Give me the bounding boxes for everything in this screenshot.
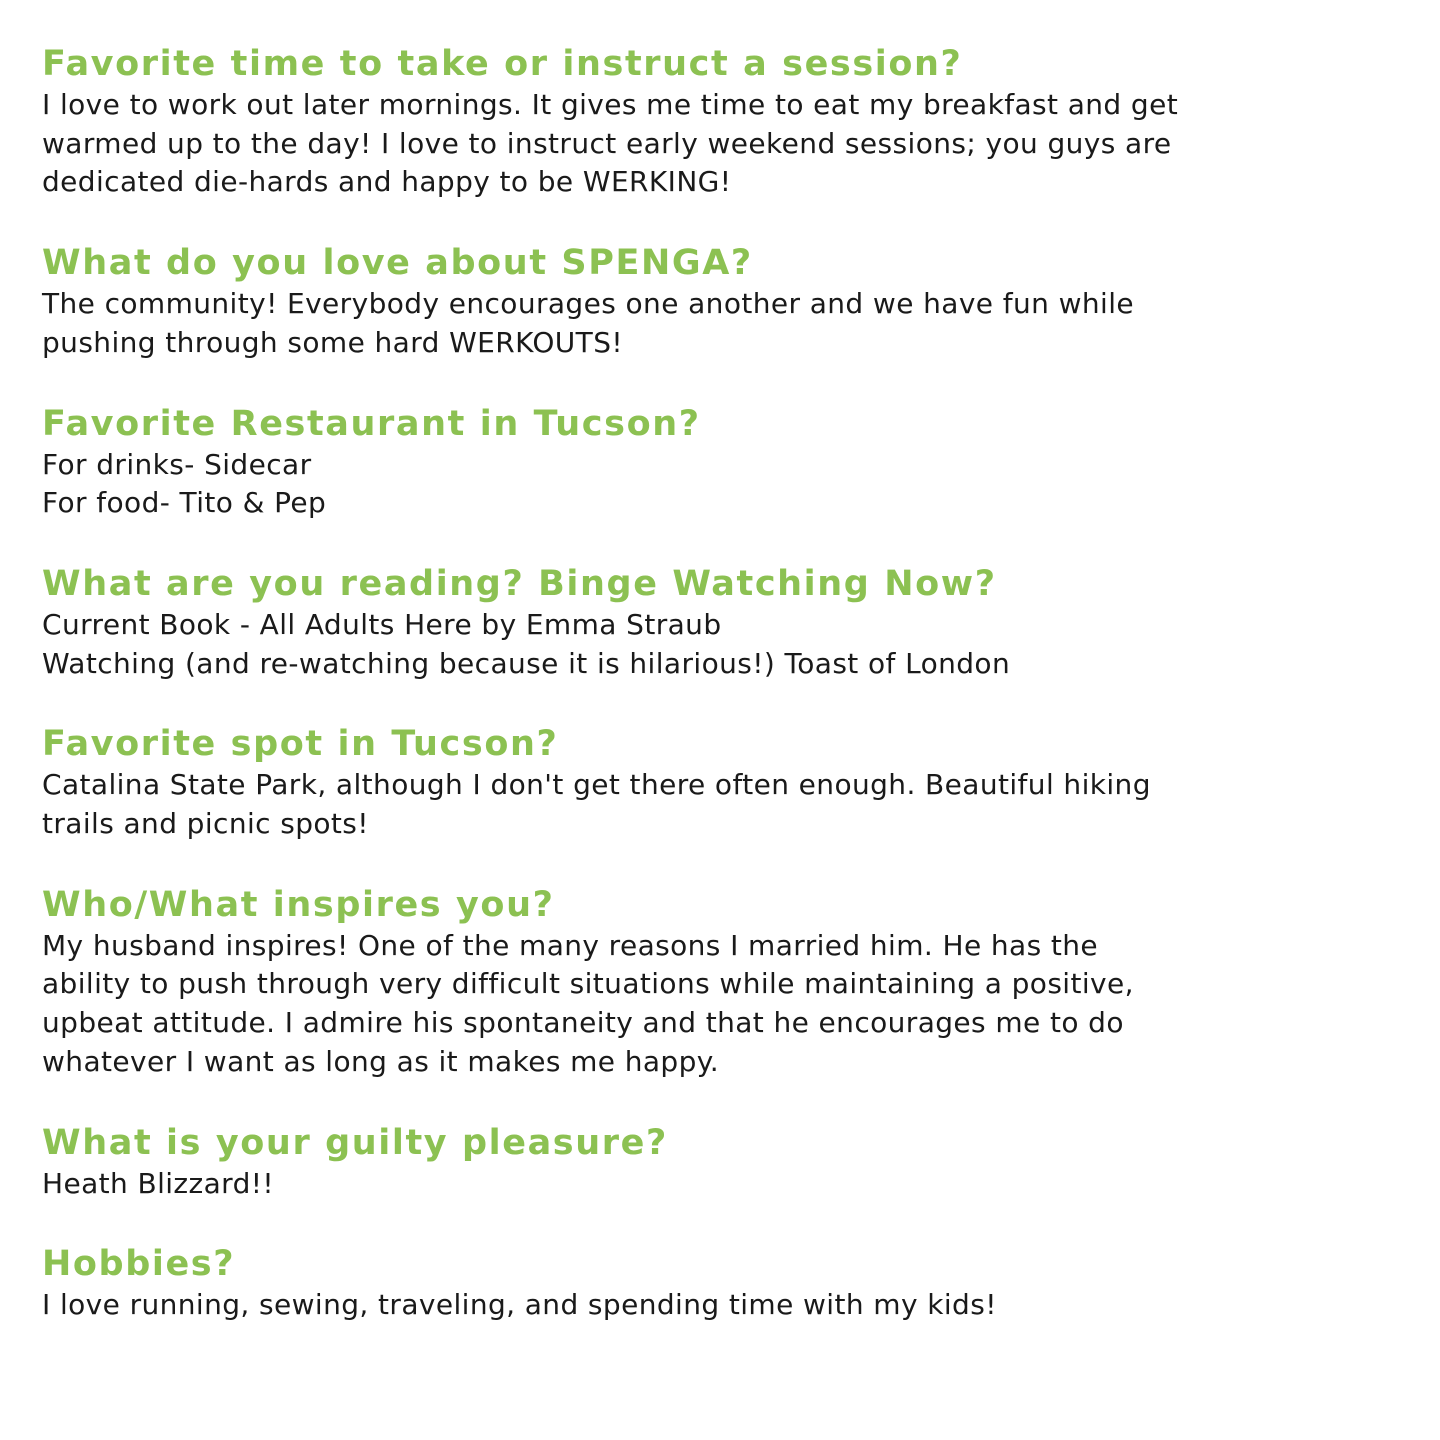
answer-text [42, 285, 1406, 362]
answer-text [42, 1165, 1406, 1204]
qa-section-love-about-spenga [42, 241, 1406, 362]
answer-line: Watching (and re-watching because it is hilarious!) Toast of London [42, 646, 1011, 680]
answer-text [42, 1286, 1406, 1325]
qa-section-guilty-pleasure [42, 1121, 1406, 1204]
answer-line: warmed up to the day! I love to instruct early weekend sessions; you guys are [42, 126, 1172, 160]
answer-line: The community! Everybody encourages one another and we have fun while [42, 287, 1135, 321]
question-heading: What is your guilty pleasure? [42, 1122, 668, 1163]
question-heading: What do you love about SPENGA? [42, 243, 753, 284]
answer-text [42, 86, 1406, 202]
question-heading: Favorite spot in Tucson? [42, 724, 559, 765]
answer-line: For drinks- Sidecar [42, 447, 312, 481]
answer-line: Current Book - All Adults Here by Emma Straub [42, 607, 722, 641]
answer-text [42, 766, 1406, 843]
qa-section-favorite-spot [42, 722, 1406, 843]
answer-line: I love to work out later mornings. It gives me time to eat my breakfast and get [42, 88, 1179, 121]
question-heading: Who/What inspires you? [42, 884, 555, 925]
answer-text [42, 446, 1406, 523]
question-heading: Favorite Restaurant in Tucson? [42, 403, 701, 444]
answer-line: whatever I want as long as it makes me happy. [42, 1044, 720, 1078]
qa-section-hobbies [42, 1242, 1406, 1325]
answer-line: I love running, sewing, traveling, and spending time with my kids! [42, 1288, 997, 1322]
question-heading: What are you reading? Binge Watching Now? [42, 563, 997, 604]
qa-section-reading-watching [42, 562, 1406, 683]
answer-text [42, 927, 1406, 1082]
qa-section-inspiration [42, 883, 1406, 1082]
answer-line: Catalina State Park, although I don't get there often enough. Beautiful hiking [42, 768, 1151, 802]
answer-line: For food- Tito & Pep [42, 486, 327, 520]
answer-line: upbeat attitude. I admire his spontaneity and that he encourages me to do [42, 1006, 1124, 1040]
answer-line: pushing through some hard WERKOUTS! [42, 325, 623, 359]
answer-line: My husband inspires! One of the many reasons I married him. He has the [42, 928, 1099, 962]
answer-line: Heath Blizzard!! [42, 1166, 275, 1200]
qa-section-favorite-restaurant [42, 402, 1406, 523]
qa-section-favorite-time [42, 42, 1406, 202]
answer-line: dedicated die-hards and happy to be WERKING! [42, 165, 732, 199]
answer-line: trails and picnic spots! [42, 807, 369, 841]
question-heading: Hobbies? [42, 1244, 236, 1285]
question-heading: Favorite time to take or instruct a session? [42, 44, 963, 84]
answer-line: ability to push through very difficult situations while maintaining a positive, [42, 967, 1134, 1001]
answer-text [42, 606, 1406, 683]
